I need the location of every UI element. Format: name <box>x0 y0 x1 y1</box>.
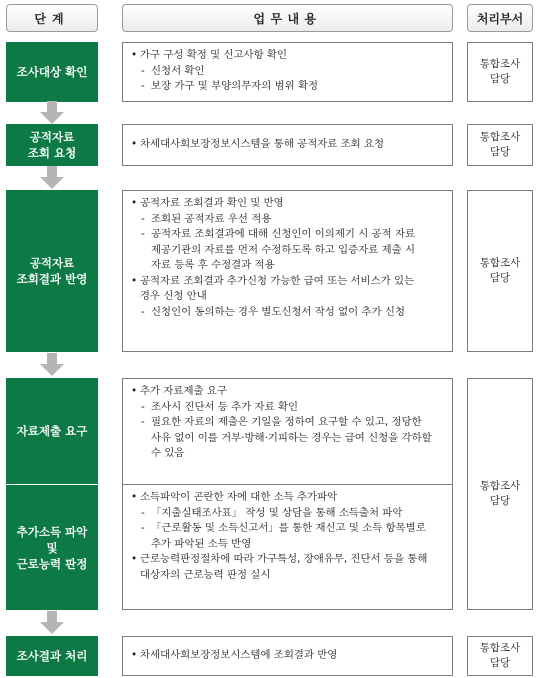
dash-item: - 신청인이 동의하는 경우 별도신청서 작성 없이 추가 신청 <box>129 305 446 321</box>
stage-public-data-request <box>6 124 98 166</box>
dash-item: - 「지출실태조사표」 작성 및 상담을 통해 소득출처 파악 <box>129 506 446 522</box>
continuation-line: 수 있음 <box>151 447 185 459</box>
stage-confirm-target <box>6 42 98 102</box>
content-box-public-data-apply <box>122 190 453 352</box>
stage-label: 공적자료 조회 요청 <box>27 130 77 160</box>
stage-label: 자료제출 요구 <box>16 424 88 438</box>
bullet-item: • 추가 자료제출 요구 <box>129 384 446 400</box>
header-dept-label: 처리부서 <box>476 11 524 26</box>
dept-label-line1: 통합조사 <box>479 58 521 70</box>
content-box-income-assessment <box>122 484 453 610</box>
stage-label: 추가소득 파악 및 근로능력 판정 <box>16 524 88 571</box>
dept-label-line2: 담당 <box>489 272 511 284</box>
stage-public-data-apply <box>6 190 98 352</box>
dept-box <box>467 378 533 610</box>
content-box-document-request <box>122 378 453 484</box>
continuation-line: 경우 신청 안내 <box>140 290 207 302</box>
dept-label-line1: 통합조사 <box>479 131 521 143</box>
header-dept <box>467 4 533 32</box>
dept-label-line2: 담당 <box>489 73 511 85</box>
dept-box <box>467 636 533 676</box>
bullet-item: • 소득파악이 곤란한 자에 대한 소득 추가파악 <box>129 490 446 506</box>
dept-label-line2: 담당 <box>489 657 511 669</box>
header-content <box>122 4 453 32</box>
dept-label-line1: 통합조사 <box>479 642 521 654</box>
stage-label: 공적자료 조회결과 반영 <box>16 256 88 286</box>
stage-document-request <box>6 378 98 484</box>
stage-result-processing <box>6 636 98 676</box>
down-arrow-icon <box>39 101 65 125</box>
stage-label: 조사결과 처리 <box>16 649 88 663</box>
dept-label-line1: 통합조사 <box>479 480 521 492</box>
bullet-item: • 공적자료 조회결과 확인 및 반영 <box>129 196 446 212</box>
continuation-line: 추가 파악된 소득 반영 <box>151 537 252 550</box>
down-arrow-icon <box>39 166 65 190</box>
content-box-confirm-target <box>122 42 453 102</box>
dash-item: - 필요한 자료의 제출은 기일을 정하여 요구할 수 있고, 정당한 <box>129 415 446 431</box>
continuation-line: 대상자의 근로능력 판정 실시 <box>140 568 271 581</box>
dept-label-line2: 담당 <box>489 146 511 158</box>
down-arrow-icon <box>39 611 65 635</box>
dash-item: - 조회된 공적자료 우선 적용 <box>129 212 446 228</box>
content-box-result-processing <box>122 636 453 676</box>
dept-box <box>467 42 533 102</box>
bullet-item: • 가구 구성 확정 및 신고사항 확인 <box>129 48 446 64</box>
continuation-line: 사유 없이 이를 거부·방해·기피하는 경우는 급여 신청을 각하할 <box>151 431 432 444</box>
continuation-line: 자료 등록 후 수정결과 적용 <box>151 259 275 271</box>
down-arrow-icon <box>39 353 65 377</box>
dash-item: - 신청서 확인 <box>129 64 446 80</box>
header-stage <box>6 4 98 32</box>
bullet-item: • 공적자료 조회결과 추가신청 가능한 급여 또는 서비스가 있는 <box>129 274 446 290</box>
bullet-item: • 근로능력판정절차에 따라 가구특성, 장애유무, 진단서 등을 통해 <box>129 552 446 568</box>
dept-box <box>467 190 533 352</box>
content-box-public-data-request <box>122 124 453 166</box>
dash-item: - 보장 가구 및 부양의무자의 범위 확정 <box>129 79 446 95</box>
continuation-line: 제공기관의 자료를 먼저 수정하도록 하고 입증자료 제출 시 <box>151 243 416 256</box>
dash-item: - 공적자료 조회결과에 대해 신청인이 이의제기 시 공적 자료 <box>129 227 446 243</box>
stage-income-assessment <box>6 485 98 610</box>
dash-item: - 조사시 진단서 등 추가 자료 확인 <box>129 400 446 416</box>
header-stage-label: 단계 <box>34 11 70 26</box>
dept-box <box>467 124 533 166</box>
dept-label-line1: 통합조사 <box>479 257 521 269</box>
dash-item: - 「근로활동 및 소득신고서」를 통한 재신고 및 소득 항목별로 <box>129 521 446 537</box>
dept-label-line2: 담당 <box>489 495 511 507</box>
bullet-item: • 차세대사회보장정보시스템에 조회결과 반영 <box>129 648 446 664</box>
header-content-label: 업무내용 <box>253 11 322 26</box>
stage-label: 조사대상 확인 <box>16 65 88 79</box>
bullet-item: • 차세대사회보장정보시스템을 통해 공적자료 조회 요청 <box>129 137 446 153</box>
